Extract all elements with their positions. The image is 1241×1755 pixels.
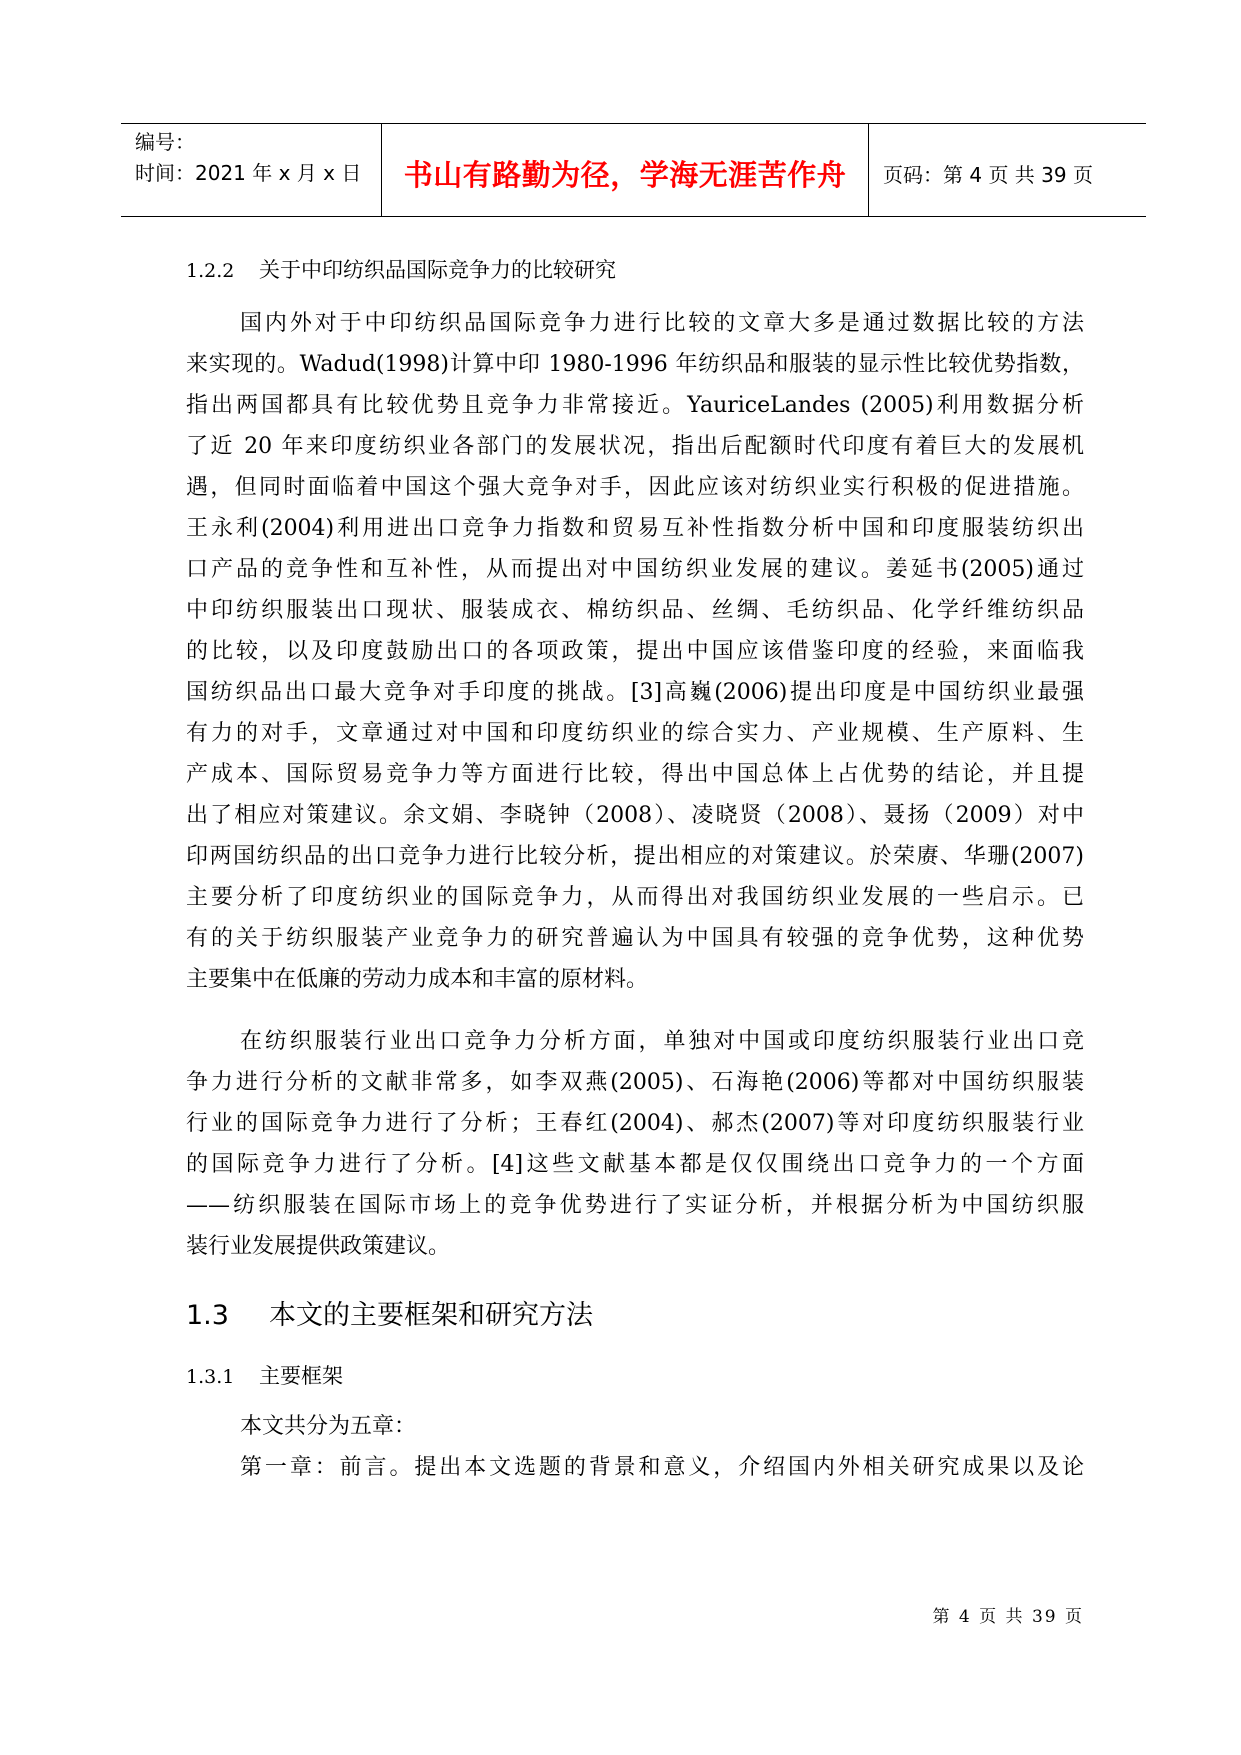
- paragraph-line: ——纺织服装在国际市场上的竞争优势进行了实证分析，并根据分析为中国纺织服: [186, 1193, 1084, 1218]
- paragraph-line: 指出两国都具有比较优势且竞争力非常接近。YauriceLandes (2005)利用数据分析: [186, 393, 1084, 418]
- paragraph-line: 王永利(2004)利用进出口竞争力指数和贸易互补性指数分析中国和印度服装纺织出: [186, 516, 1084, 541]
- paragraph-line: 主要集中在低廉的劳动力成本和丰富的原材料。: [186, 967, 649, 992]
- paragraph-line: 装行业发展提供政策建议。: [186, 1234, 451, 1259]
- paragraph-line: 产成本、国际贸易竞争力等方面进行比较，得出中国总体上占优势的结论，并且提: [186, 762, 1084, 787]
- subsection-heading-1-2-2: [186, 254, 616, 284]
- paragraph-line: 的比较，以及印度鼓励出口的各项政策，提出中国应该借鉴印度的经验，来面临我: [186, 639, 1084, 664]
- page-header: [121, 123, 1146, 217]
- paragraph-line: 来实现的。Wadud(1998)计算中印 1980-1996 年纺织品和服装的显示性比较优势指数，: [186, 352, 1084, 377]
- header-number-label: 编号：: [135, 130, 195, 154]
- header-time-label: 时间：2021 年 x 月 x 日: [135, 161, 362, 185]
- subsection-title: 主要框架: [259, 1364, 343, 1388]
- paragraph-line: 了近 20 年来印度纺织业各部门的发展状况，指出后配额时代印度有着巨大的发展机: [186, 434, 1084, 459]
- paragraph-line: 出了相应对策建议。余文娟、李晓钟（2008）、凌晓贤（2008）、聂扬（2009）对中: [186, 803, 1084, 828]
- paragraph-line: 争力进行分析的文献非常多，如李双燕(2005)、石海艳(2006)等都对中国纺织服装: [186, 1070, 1084, 1095]
- paragraph-line: 国内外对于中印纺织品国际竞争力进行比较的文章大多是通过数据比较的方法: [240, 311, 1084, 336]
- paragraph-line: 中印纺织服装出口现状、服装成衣、棉纺织品、丝绸、毛纺织品、化学纤维纺织品: [186, 598, 1084, 623]
- subsection-number: 1.3.1: [186, 1366, 235, 1388]
- paragraph-line: 第一章：前言。提出本文选题的背景和意义，介绍国内外相关研究成果以及论: [240, 1455, 1084, 1480]
- paragraph-line: 的国际竞争力进行了分析。[4]这些文献基本都是仅仅围绕出口竞争力的一个方面: [186, 1152, 1084, 1177]
- paragraph-line: 有力的对手，文章通过对中国和印度纺织业的综合实力、产业规模、生产原料、生: [186, 721, 1084, 746]
- paragraph-line: 在纺织服装行业出口竞争力分析方面，单独对中国或印度纺织服装行业出口竞: [240, 1029, 1084, 1054]
- section-heading-1-3: [186, 1293, 593, 1332]
- paragraph-line: 遇，但同时面临着中国这个强大竞争对手，因此应该对纺织业实行积极的促进措施。: [186, 475, 1084, 500]
- section-title: 本文的主要框架和研究方法: [269, 1300, 593, 1331]
- subsection-heading-1-3-1: [186, 1360, 343, 1390]
- header-motto: 书山有路勤为径，学海无涯苦作舟: [382, 124, 869, 216]
- paragraph-line: 主要分析了印度纺织业的国际竞争力，从而得出对我国纺织业发展的一些启示。已: [186, 885, 1084, 910]
- section-number: 1.3: [186, 1300, 229, 1331]
- footer-page-number: 第 4 页 共 39 页: [932, 1607, 1084, 1627]
- subsection-title: 关于中印纺织品国际竞争力的比较研究: [259, 258, 616, 282]
- paragraph-line: 印两国纺织品的出口竞争力进行比较分析，提出相应的对策建议。於荣赓、华珊(2007): [186, 844, 1084, 869]
- header-page-info: 页码：第 4 页 共 39 页: [883, 162, 1093, 187]
- paragraph-line: 口产品的竞争性和互补性，从而提出对中国纺织业发展的建议。姜延书(2005)通过: [186, 557, 1084, 582]
- paragraph-line: 行业的国际竞争力进行了分析；王春红(2004)、郝杰(2007)等对印度纺织服装行业: [186, 1111, 1084, 1136]
- paragraph-line: 国纺织品出口最大竞争对手印度的挑战。[3]高巍(2006)提出印度是中国纺织业最强: [186, 680, 1084, 705]
- header-meta: [121, 124, 382, 216]
- subsection-number: 1.2.2: [186, 260, 235, 282]
- paragraph-line: 本文共分为五章：: [240, 1414, 417, 1439]
- paragraph-line: 有的关于纺织服装产业竞争力的研究普遍认为中国具有较强的竞争优势，这种优势: [186, 926, 1084, 951]
